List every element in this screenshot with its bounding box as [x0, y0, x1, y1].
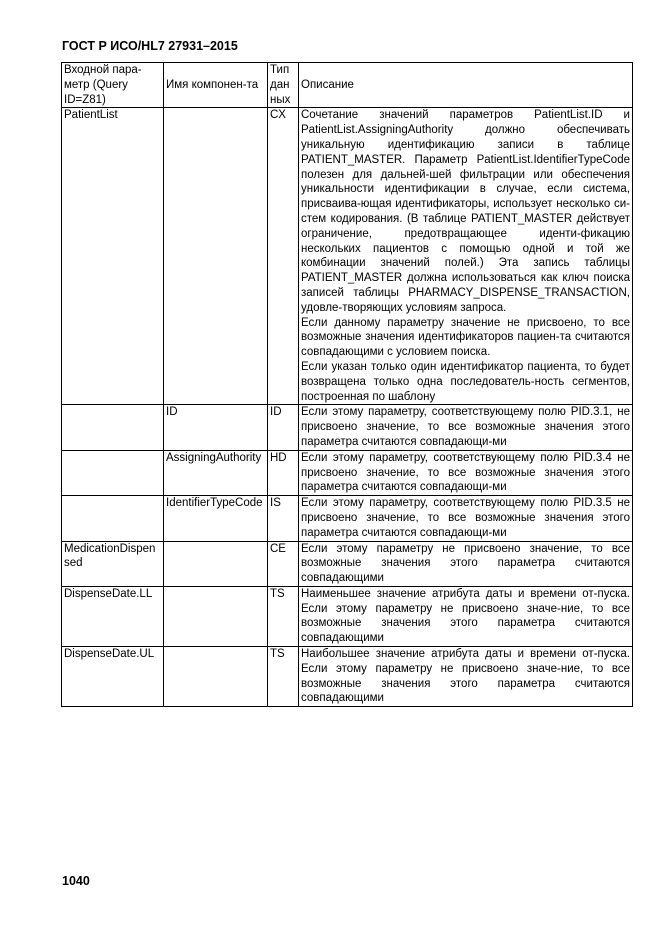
parameter-name	[62, 496, 164, 541]
column-header-description: Описание	[299, 63, 633, 108]
description	[299, 450, 633, 495]
column-header-data-type: Тип дан ных	[268, 63, 299, 108]
description-paragraph: Если этому параметру не присвоено значение, то все возможные значения этого параметра считаются совпадающими	[301, 542, 630, 585]
data-type: CE	[268, 541, 299, 586]
page-number: 1040	[62, 874, 90, 888]
table-header-row	[62, 63, 633, 108]
table-row	[62, 586, 633, 646]
data-type: CX	[268, 108, 299, 405]
component-name	[164, 647, 268, 707]
parameter-name: PatientList	[62, 108, 164, 405]
component-name	[164, 586, 268, 646]
description	[299, 405, 633, 450]
description-paragraph: Если этому параметру, соответствующему полю PID.3.1, не присвоено значение, то все возможные значения этого параметра считаются совпадающи-ми	[301, 406, 630, 448]
description	[299, 496, 633, 541]
parameter-name	[62, 450, 164, 495]
parameter-name: DispenseDate.LL	[62, 586, 164, 646]
table-row	[62, 450, 633, 495]
table-row	[62, 647, 633, 707]
description-paragraph: Если этому параметру, соответствующему полю PID.3.5 не присвоено значение, то все возможные значения этого параметра считаются совпадающи-ми	[301, 497, 630, 539]
component-name: AssigningAuthority	[164, 450, 268, 495]
data-type: TS	[268, 586, 299, 646]
description-paragraph: Если этому параметру, соответствующему полю PID.3.4 не присвоено значение, то все возможные значения этого параметра считаются совпадающи-ми	[301, 451, 630, 494]
description-paragraph: Сочетание значений параметров PatientList.ID и PatientList.AssigningAuthority должно обеспечивать уникальную идентификацию записи в таблице PATIENT_MASTER. Параметр PatientList.IdentifierTypeCode полезен для дальней-шей фильтрации или обеспечения уникальности идентификации в случае, если система, присваива-ющая идентификаторы, использует несколько си-стем кодирования. (В таблице PATIENT_MASTER действует ограничение, предотвращающее иденти-фикацию нескольких пациентов с помощью одной и той же комбинации значений полей.) Эта запись таблицы PATIENT_MASTER должна использоваться как ключ поиска записей таблицы PHARMACY_DISPENSE_TRANSACTION, удовле-творяющих условиям запроса.	[301, 109, 630, 314]
table-row	[62, 496, 633, 541]
parameter-name: DispenseDate.UL	[62, 647, 164, 707]
data-type: ID	[268, 405, 299, 450]
component-name: ID	[164, 405, 268, 450]
data-type: IS	[268, 496, 299, 541]
column-header-input-parameter: Входной пара- метр (Query ID=Z81)	[62, 63, 164, 108]
column-header-component-name: Имя компонен-та	[164, 63, 268, 108]
parameters-table	[61, 62, 633, 707]
component-name: IdentifierTypeCode	[164, 496, 268, 541]
table-row	[62, 541, 633, 586]
component-name	[164, 108, 268, 405]
parameter-name: MedicationDispensed	[62, 541, 164, 586]
table-row	[62, 405, 633, 450]
description	[299, 586, 633, 646]
description-paragraph: Наибольшее значение атрибута даты и времени от-пуска. Если этому параметру не присвоено значе-ние, то все возможные значения этого параметра считаются совпадающими	[301, 648, 630, 705]
data-type: HD	[268, 450, 299, 495]
component-name	[164, 541, 268, 586]
table-row	[62, 108, 633, 405]
description-paragraph: Если данному параметру значение не присвоено, то все возможные значения идентификаторов пациен-та считаются совпадающими с условием поиска.	[301, 316, 630, 359]
description-paragraph: Если указан только один идентификатор пациента, то будет возвращена только одна последователь-ность сегментов, построенная по шаблону	[301, 360, 630, 403]
description	[299, 541, 633, 586]
description	[299, 108, 633, 405]
data-type: TS	[268, 647, 299, 707]
description	[299, 647, 633, 707]
document-header: ГОСТ Р ИСО/HL7 27931–2015	[62, 39, 238, 53]
description-paragraph: Наименьшее значение атрибута даты и времени от-пуска. Если этому параметру не присвоено значе-ние, то все возможные значения этого параметра считаются совпадающими	[301, 587, 630, 645]
parameter-name	[62, 405, 164, 450]
